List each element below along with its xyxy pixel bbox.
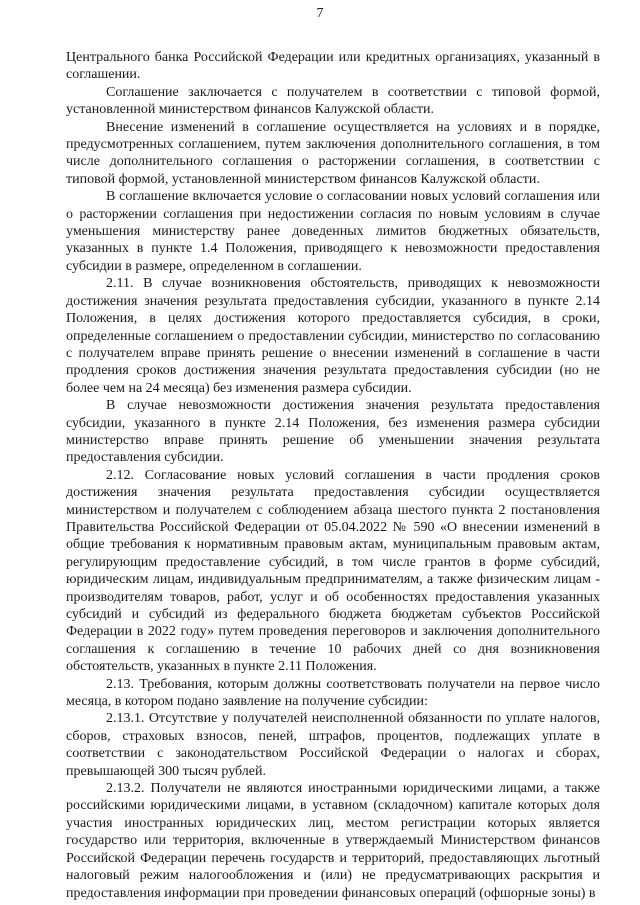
paragraph-2-11-reduction: В случае невозможности достижения значения результата предоставления субсидии, указанного в пункте 2.14 Положения, без изменения размера субсидии министерство вправе принять решение об уменьшении значения результата предоставления субсидии.: [66, 398, 600, 466]
paragraph-agreement-form: Соглашение заключается с получателем в соответствии с типовой формой, установленной министерством финансов Калужской области.: [66, 84, 600, 118]
paragraph-agreement-condition: В соглашение включается условие о согласовании новых условий соглашения или о расторжении соглашения при недостижении согласия по новым условиям в случае уменьшения министерству ранее доведенных лимитов бюджетных обязательств, указанных в пункте 1.4 Положения, приводящего к невозможности предоставления субсидии в размере, определенном в соглашении.: [66, 189, 600, 274]
paragraph-2-13: 2.13. Требования, которым должны соответствовать получатели на первое число месяца, в котором подано заявление на получение субсидии:: [66, 676, 600, 710]
paragraph-2-13-1: 2.13.1. Отсутствие у получателей неисполненной обязанности по уплате налогов, сборов, страховых взносов, пеней, штрафов, процентов, подлежащих уплате в соответствии с законодательством Российской Федерации о налогах и сборах, превышающей 300 тысяч рублей.: [66, 711, 600, 779]
paragraph-bank-continuation: Центрального банка Российской Федерации или кредитных организациях, указанный в соглашении.: [66, 50, 600, 83]
page-number: 7: [316, 6, 324, 21]
document-body: [66, 49, 600, 902]
paragraph-agreement-changes: Внесение изменений в соглашение осуществляется на условиях и в порядке, предусмотренных соглашением, путем заключения дополнительного соглашения, в том числе дополнительного соглашения о расторжении соглашения, в соответствии с типовой формой, установленной министерством финансов Калужской области.: [66, 119, 600, 187]
paragraph-2-12: 2.12. Согласование новых условий соглашения в части продления сроков достижения значения результата предоставления субсидии осуществляется министерством и получателем с соблюдением абзаца шестого пункта 2 постановления Правительства Российской Федерации от 05.04.2022 № 590 «О внесении изменений в общие требования к нормативным правовым актам, муниципальным правовым актам, регулирующим предоставление субсидий, в том числе грантов в форме субсидий, юридическим лицам, индивидуальным предпринимателям, а также физическим лицам - производителям товаров, работ, услуг и об особенностях предоставления указанных субсидий и субсидий из федерального бюджета бюджетам субъектов Российской Федерации в 2022 году» путем проведения переговоров и заключения дополнительного соглашения к соглашению в течение 10 рабочих дней со дня возникновения обстоятельств, указанных в пункте 2.11 Положения.: [66, 467, 600, 675]
paragraph-2-13-2: 2.13.2. Получатели не являются иностранными юридическими лицами, а также российскими юридическими лицами, в уставном (складочном) капитале которых доля участия иностранных юридических лиц, местом регистрации которых является государство или территория, включенные в утверждаемый Министерством финансов Российской Федерации перечень государств и территорий, предоставляющих льготный налоговый режим налогообложения и (или) не предусматривающих раскрытия и предоставления информации при проведении финансовых операций (офшорные зоны) в: [66, 781, 600, 901]
paragraph-2-11: 2.11. В случае возникновения обстоятельств, приводящих к невозможности достижения значения результата предоставления субсидии, указанного в пункте 2.14 Положения, в целях достижения которого предоставляется субсидия, в сроки, определенные соглашением о предоставлении субсидии, министерство по согласованию с получателем вправе принять решение о внесении изменений в соглашение в части продления сроков достижения значения результата предоставления субсидии (но не более чем на 24 месяца) без изменения размера субсидии.: [66, 276, 600, 396]
